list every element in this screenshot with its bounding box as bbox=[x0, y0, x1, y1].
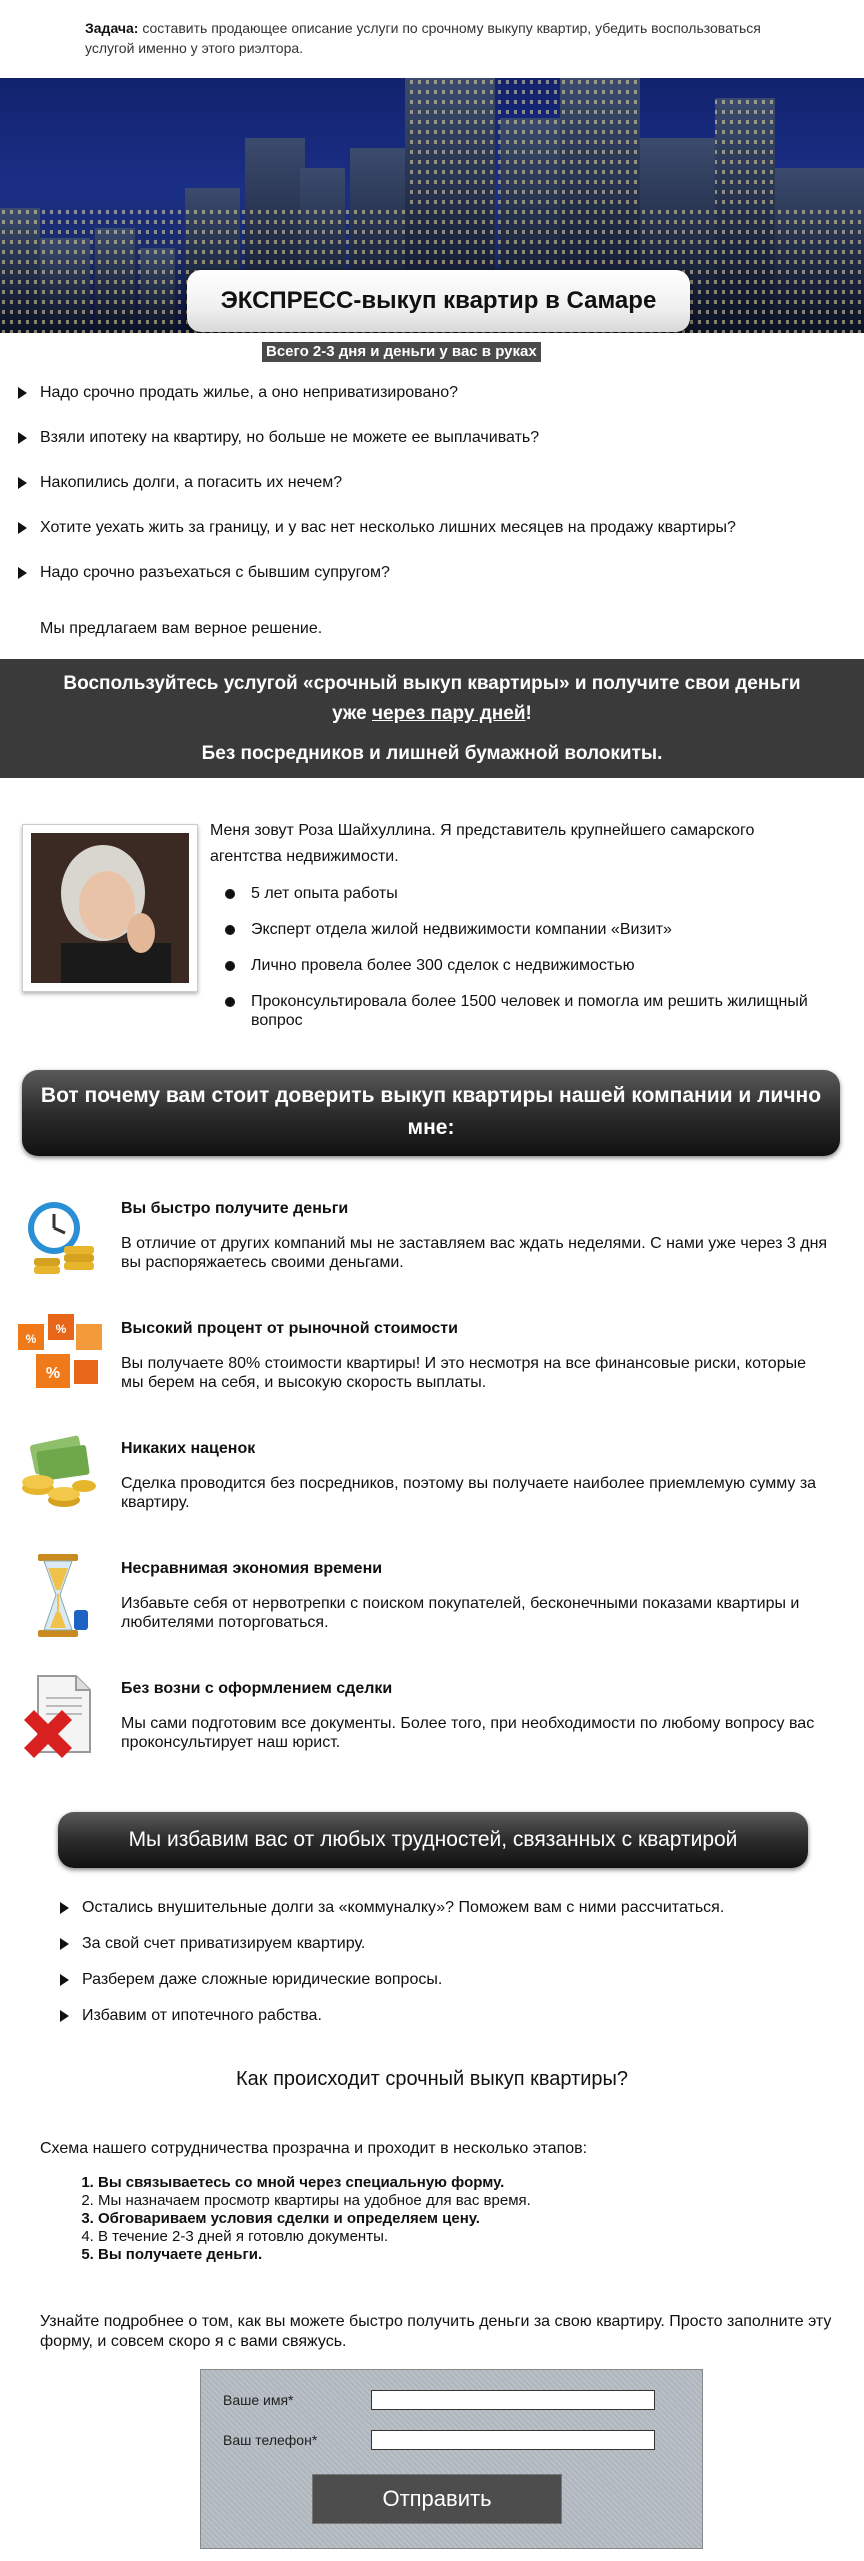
phone-field[interactable] bbox=[371, 2430, 655, 2450]
question-item: Хотите уехать жить за границу, и у вас нет несколько лишних месяцев на продажу квартиры? bbox=[14, 505, 854, 550]
clock-coins-icon bbox=[14, 1190, 106, 1282]
arrow-bullet-icon bbox=[60, 1902, 69, 1914]
agent-photo bbox=[22, 824, 198, 992]
help-item: Разберем даже сложные юридические вопросы. bbox=[56, 1962, 856, 1998]
question-item: Надо срочно продать жилье, а оно неприватизировано? bbox=[14, 370, 854, 415]
contact-prompt: Узнайте подробнее о том, как вы можете быстро получить деньги за свою квартиру. Просто заполните эту форму, и совсем скоро я с вами свяжусь. bbox=[40, 2313, 832, 2350]
help-heading: Мы избавим вас от любых трудностей, связанных с квартирой bbox=[58, 1812, 808, 1868]
name-field[interactable] bbox=[371, 2390, 655, 2410]
bullet-dot-icon bbox=[225, 961, 235, 971]
benefit-item: Никаких наценок Сделка проводится без посредников, поэтому вы получаете наиболее приемлемую сумму за квартиру. bbox=[0, 1430, 864, 1540]
arrow-bullet-icon bbox=[60, 1938, 69, 1950]
contact-form bbox=[200, 2369, 703, 2549]
fact-item: Лично провела более 300 сделок с недвижимостью bbox=[225, 956, 845, 975]
scheme-intro: Схема нашего сотрудничества прозрачна и проходит в несколько этапов: bbox=[40, 2140, 588, 2157]
task-description bbox=[85, 18, 765, 58]
task-label: Задача: bbox=[85, 20, 139, 36]
help-list bbox=[56, 1890, 856, 2034]
arrow-bullet-icon bbox=[18, 432, 27, 444]
agent-facts-list bbox=[225, 884, 845, 1047]
call-to-action-band bbox=[0, 659, 864, 778]
step-item: 2. Мы назначаем просмотр квартиры на удобное для вас время. bbox=[98, 2192, 531, 2210]
hero-subtitle: Всего 2-3 дня и деньги у вас в руках bbox=[262, 342, 541, 362]
question-item: Надо срочно разъехаться с бывшим супругом? bbox=[14, 550, 854, 595]
question-item: Накопились долги, а погасить их нечем? bbox=[14, 460, 854, 505]
arrow-bullet-icon bbox=[18, 387, 27, 399]
hourglass-icon bbox=[14, 1550, 106, 1642]
cta-headline: Воспользуйтесь услугой «срочный выкуп квартиры» и получите свои деньги уже через пару дней! bbox=[63, 673, 801, 724]
svg-text:%: % bbox=[45, 1365, 61, 1382]
help-item: Избавим от ипотечного рабства. bbox=[56, 1998, 856, 2034]
step-item: 4. В течение 2-3 дней я готовлю документы. bbox=[98, 2228, 531, 2246]
hero-title: ЭКСПРЕСС-выкуп квартир в Самаре bbox=[187, 270, 690, 332]
bullet-dot-icon bbox=[225, 997, 235, 1007]
svg-text:%: % bbox=[25, 1332, 37, 1346]
agent-portrait-image bbox=[31, 833, 189, 983]
fact-item: Эксперт отдела жилой недвижимости компании «Визит» bbox=[225, 920, 845, 939]
arrow-bullet-icon bbox=[60, 1974, 69, 1986]
fact-item: Проконсультировала более 1500 человек и помогла им решить жилищный вопрос bbox=[225, 992, 845, 1030]
steps-list bbox=[82, 2174, 531, 2264]
benefit-item: Вы быстро получите деньги В отличие от других компаний мы не заставляем вас ждать неделями. С нами уже через 3 дня вы распоряжаетесь своими деньгами. bbox=[0, 1190, 864, 1300]
svg-text:%: % bbox=[55, 1322, 67, 1336]
percent-boxes-icon bbox=[14, 1310, 106, 1402]
name-label: Ваше имя* bbox=[223, 2392, 294, 2408]
questions-list bbox=[14, 370, 854, 595]
arrow-bullet-icon bbox=[18, 477, 27, 489]
arrow-bullet-icon bbox=[18, 567, 27, 579]
step-item: 1. Вы связываетесь со мной через специальную форму. bbox=[98, 2174, 531, 2192]
arrow-bullet-icon bbox=[18, 522, 27, 534]
step-item: 3. Обговариваем условия сделки и определяем цену. bbox=[98, 2210, 531, 2228]
agent-intro: Меня зовут Роза Шайхуллина. Я представитель крупнейшего самарского агентства недвижимости. bbox=[210, 822, 755, 865]
arrow-bullet-icon bbox=[60, 2010, 69, 2022]
offer-text: Мы предлагаем вам верное решение. bbox=[40, 620, 323, 637]
hero-banner bbox=[0, 78, 864, 333]
money-icon bbox=[14, 1430, 106, 1522]
submit-button[interactable]: Отправить bbox=[312, 2474, 562, 2524]
phone-label: Ваш телефон* bbox=[223, 2432, 318, 2448]
cta-link[interactable]: через пару дней bbox=[372, 703, 526, 724]
question-item: Взяли ипотеку на квартиру, но больше не можете ее выплачивать? bbox=[14, 415, 854, 460]
cta-subline: Без посредников и лишней бумажной волокиты. bbox=[201, 743, 663, 764]
task-text: составить продающее описание услуги по срочному выкупу квартир, убедить воспользоваться услугой именно у этого риэлтора. bbox=[85, 20, 761, 56]
document-cross-icon bbox=[14, 1670, 106, 1762]
help-item: Остались внушительные долги за «коммуналку»? Поможем вам с ними рассчитаться. bbox=[56, 1890, 856, 1926]
why-us-heading: Вот почему вам стоит доверить выкуп квартиры нашей компании и лично мне: bbox=[22, 1070, 840, 1156]
benefit-item: Без возни с оформлением сделки Мы сами подготовим все документы. Более того, при необходимости по любому вопросу вас проконсультирует наш юрист. bbox=[0, 1670, 864, 1780]
help-item: За свой счет приватизируем квартиру. bbox=[56, 1926, 856, 1962]
bullet-dot-icon bbox=[225, 889, 235, 899]
benefit-item: % % % Высокий процент от рыночной стоимости Вы получаете 80% стоимости квартиры! И это несмотря на все финансовые риски, которые мы берем на себя, и высокую скорость выплаты. bbox=[0, 1310, 864, 1420]
benefit-item: Несравнимая экономия времени Избавьте себя от нервотрепки с поиском покупателей, бесконечными показами квартиры и любителями поторговаться. bbox=[0, 1550, 864, 1660]
fact-item: 5 лет опыта работы bbox=[225, 884, 845, 903]
bullet-dot-icon bbox=[225, 925, 235, 935]
how-it-works-title: Как происходит срочный выкуп квартиры? bbox=[236, 2068, 628, 2090]
step-item: 5. Вы получаете деньги. bbox=[98, 2246, 531, 2264]
